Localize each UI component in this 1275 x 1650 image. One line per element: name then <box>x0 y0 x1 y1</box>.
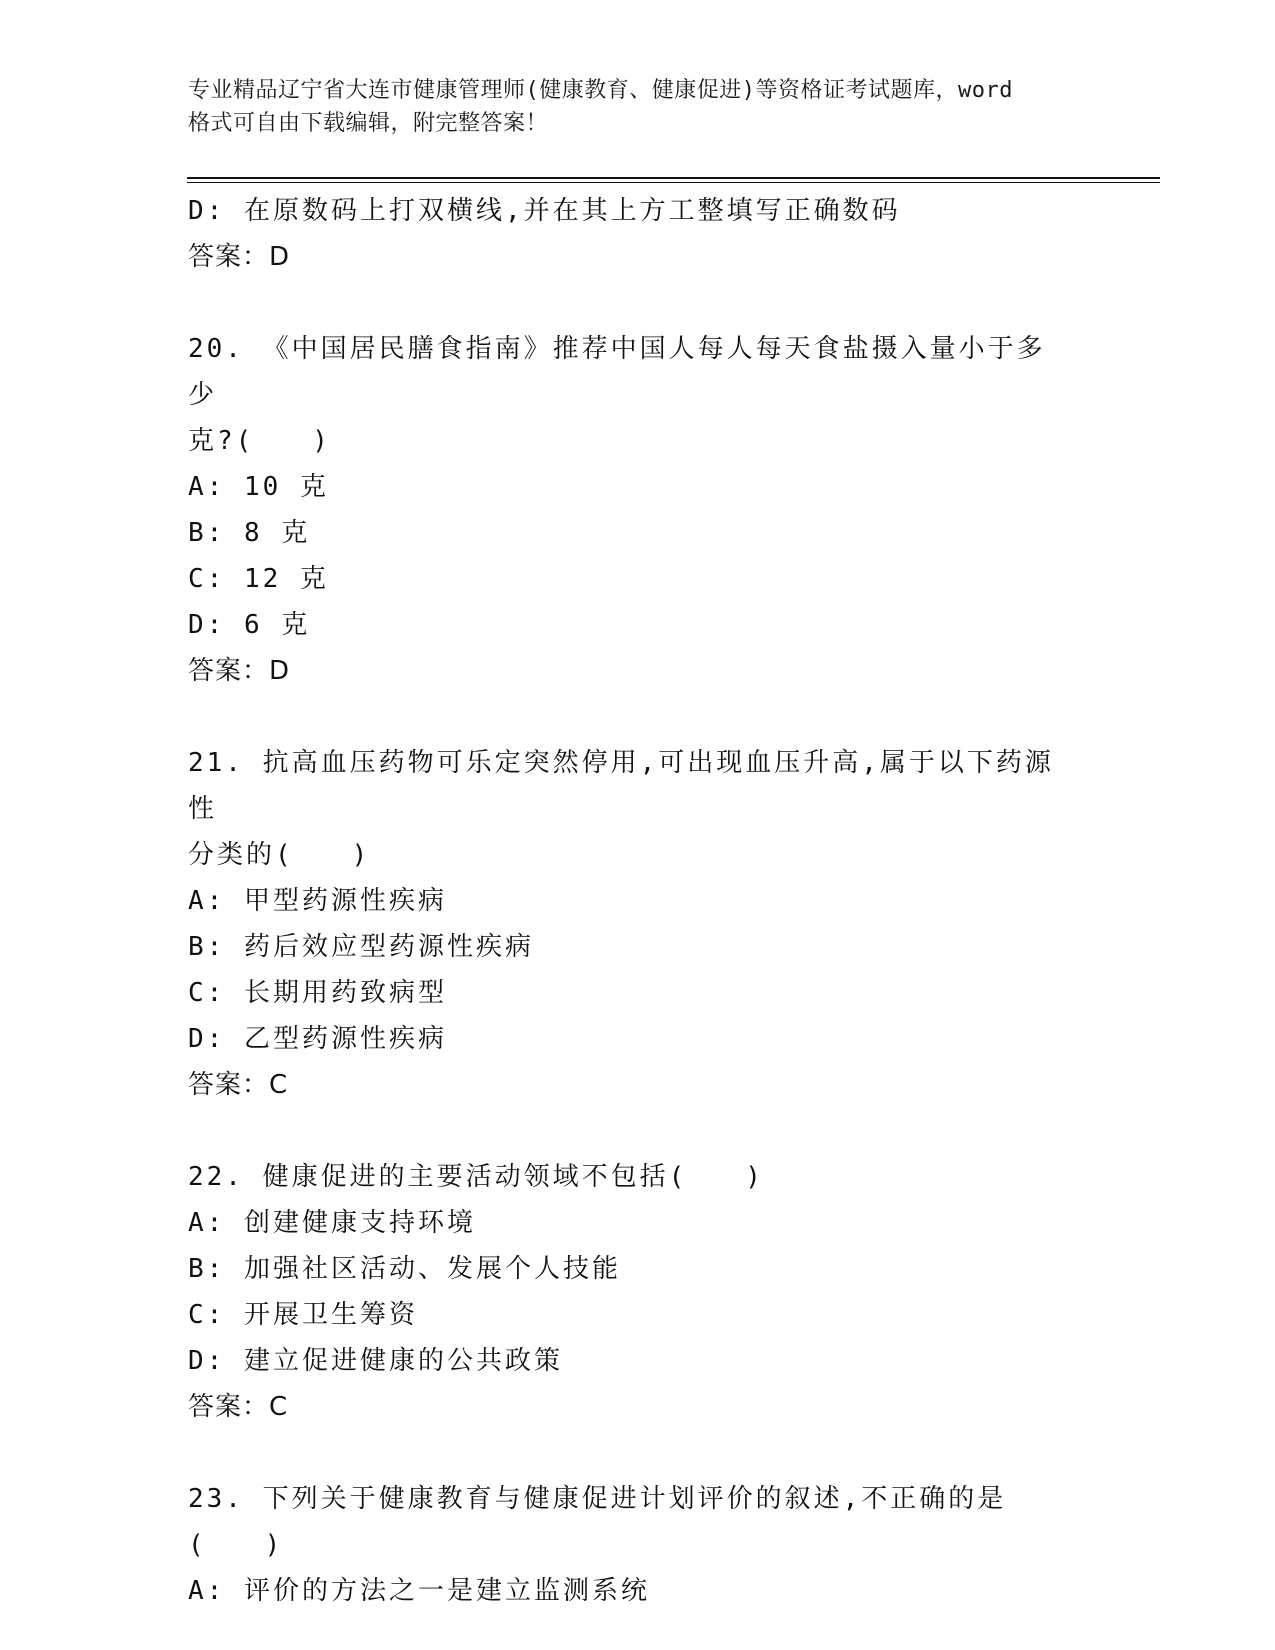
option-a: A: 评价的方法之一是建立监测系统 <box>188 1576 650 1606</box>
option-c: C: 长期用药致病型 <box>188 978 447 1008</box>
header-divider-thick <box>187 177 1160 179</box>
question-stem-line: 22. 健康促进的主要活动领域不包括( ) <box>188 1162 764 1192</box>
answer: 答案：D <box>188 656 291 686</box>
option-b: B: 药后效应型药源性疾病 <box>188 932 534 962</box>
option-a: A: 创建健康支持环境 <box>188 1208 476 1238</box>
option-b: B: 加强社区活动、发展个人技能 <box>188 1254 621 1284</box>
question-list <box>188 188 1088 1614</box>
option-a: A: 10 克 <box>188 472 329 502</box>
question-22 <box>188 1154 1088 1430</box>
answer: 答案：C <box>188 1392 289 1422</box>
question-20 <box>188 326 1088 694</box>
question-stem-line: 20. 《中国居民膳食指南》推荐中国人每人每天食盐摄入量小于多少 <box>188 334 1046 410</box>
option-d: D: 建立促进健康的公共政策 <box>188 1346 563 1376</box>
header-divider-thin <box>187 182 1160 183</box>
option-d: D: 在原数码上打双横线,并在其上方工整填写正确数码 <box>188 196 901 226</box>
previous-question-tail <box>188 188 1088 280</box>
question-stem-line: 分类的( ) <box>188 840 371 870</box>
question-stem-line: 23. 下列关于健康教育与健康促进计划评价的叙述,不正确的是( ) <box>188 1484 1007 1560</box>
answer: 答案：D <box>188 242 291 272</box>
option-b: B: 8 克 <box>188 518 311 548</box>
option-d: D: 6 克 <box>188 610 311 640</box>
header-line-1: 专业精品辽宁省大连市健康管理师(健康教育、健康促进)等资格证考试题库，word <box>188 78 1013 103</box>
question-stem-line: 克?( ) <box>188 426 331 456</box>
question-stem-line: 21. 抗高血压药物可乐定突然停用,可出现血压升高,属于以下药源性 <box>188 748 1054 824</box>
document-header <box>188 74 1088 140</box>
option-c: C: 12 克 <box>188 564 329 594</box>
header-line-2: 格式可自由下载编辑，附完整答案！ <box>188 111 549 136</box>
option-a: A: 甲型药源性疾病 <box>188 886 447 916</box>
question-23 <box>188 1476 1088 1614</box>
answer: 答案：C <box>188 1070 289 1100</box>
question-21 <box>188 740 1088 1108</box>
option-d: D: 乙型药源性疾病 <box>188 1024 447 1054</box>
option-c: C: 开展卫生筹资 <box>188 1300 418 1330</box>
